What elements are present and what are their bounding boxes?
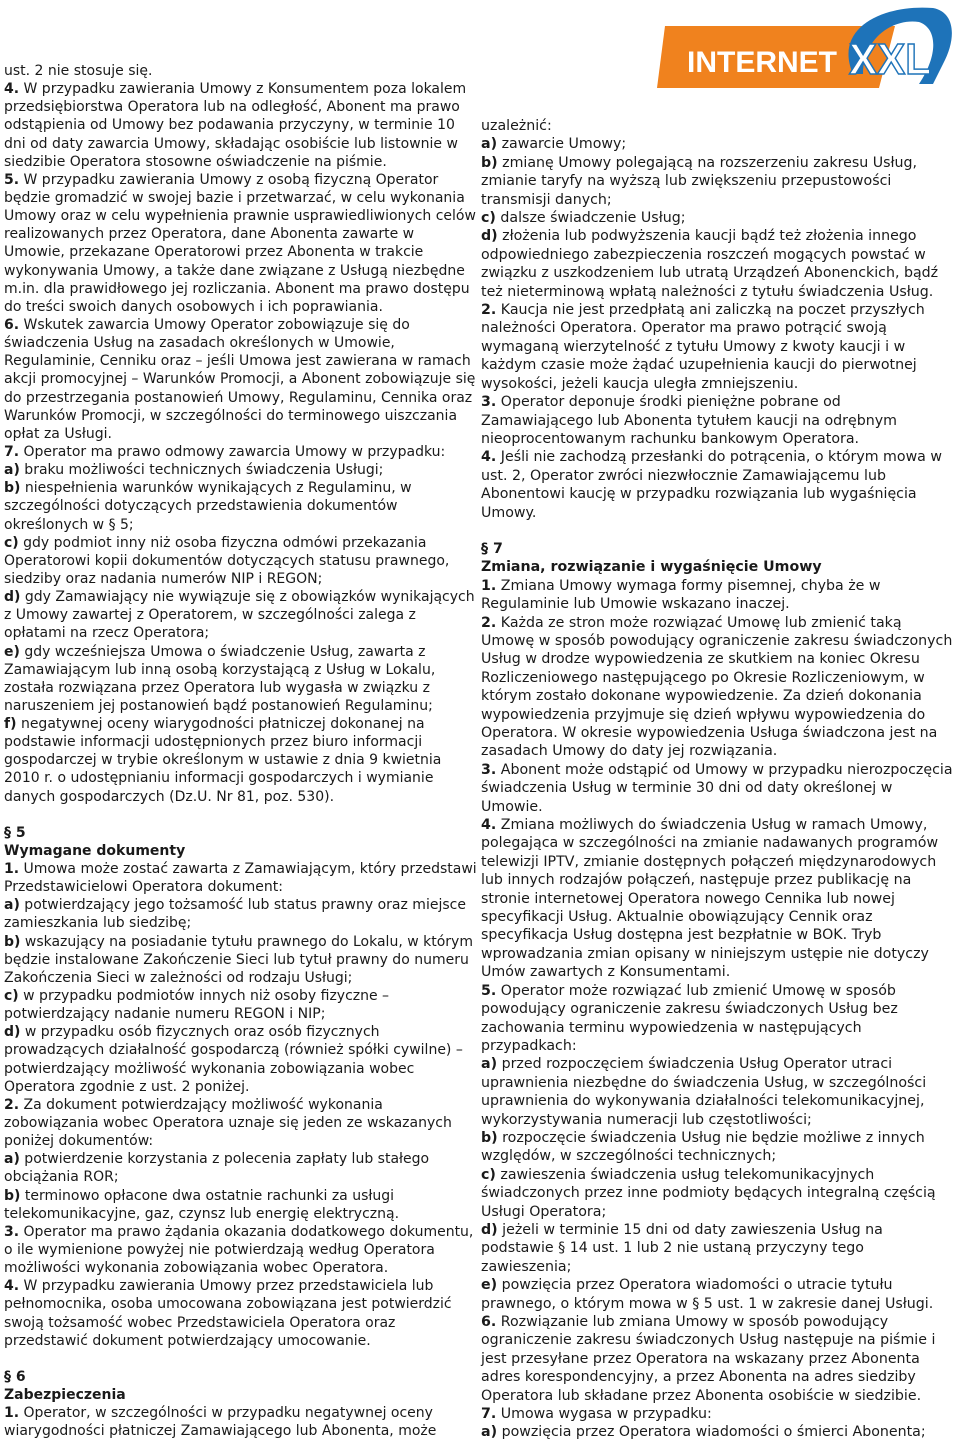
paragraph-label: f) bbox=[4, 716, 17, 733]
section-title: Zabezpieczenia bbox=[4, 1386, 126, 1403]
paragraph-text: jeżeli w terminie 15 dni od daty zawieszenia Usług na podstawie § 14 ust. 1 lub 2 nie ustaną przyczyny tego zawieszenia; bbox=[481, 1221, 883, 1275]
paragraph bbox=[481, 135, 955, 153]
paragraph-label: 7. bbox=[4, 443, 20, 460]
paragraph bbox=[481, 448, 955, 522]
paragraph-text: W przypadku zawierania Umowy z Konsumentem poza lokalem przedsiębiorstwa Operatora lub na odległość, Abonent ma prawo odstąpienia od Umowy bez podawania przyczyny, w terminie 10 dni od daty zawarcia Umowy, składając osobiście lub listownie w siedzibie Operatora stosowne oświadczenie na piśmie. bbox=[4, 81, 467, 170]
paragraph bbox=[481, 154, 955, 209]
paragraph-text: Kaucja nie jest przedpłatą ani zaliczką na poczet przyszłych należności Operatora. Operator ma prawo potrącić swoją wymaganą wierzytelność z tytułu Umowy z kwoty kaucji i w każdym czasie może żądać uzupełnienia kaucji do pierwotnej wysokości, jeżeli kaucja uległa zmniejszeniu. bbox=[481, 302, 925, 392]
paragraph-label: b) bbox=[481, 154, 498, 171]
paragraph-label: a) bbox=[481, 1424, 498, 1441]
paragraph-text: zawieszenia świadczenia usług telekomunikacyjnych świadczonych przez inne podmioty będących integralną częścią Usługi Operatora; bbox=[481, 1166, 936, 1220]
paragraph-text: W przypadku zawierania Umowy przez przedstawiciela lub pełnomocnika, osoba umocowana zobowiązana jest potwierdzić swoją tożsamość wobec Przedstawiciela Operatora oraz przedstawić dokument potwierdzający umocowanie. bbox=[4, 1278, 452, 1349]
paragraph bbox=[4, 316, 478, 443]
paragraph-text: potwierdzenie korzystania z polecenia zapłaty lub stałego obciążania ROR; bbox=[4, 1151, 430, 1186]
paragraph-text: Operator ma prawo odmowy zawarcia Umowy w przypadku: bbox=[19, 443, 446, 460]
paragraph-label: 2. bbox=[4, 1096, 20, 1113]
internet-xxl-logo bbox=[657, 4, 957, 88]
section-title: Zmiana, rozwiązanie i wygaśnięcie Umowy bbox=[481, 559, 822, 576]
paragraph bbox=[4, 443, 478, 461]
paragraph bbox=[481, 1276, 955, 1313]
paragraph-text: niespełnienia warunków wynikających z Regulaminu, w szczególności dotyczących przedstawienia dokumentów określonych w § 5; bbox=[4, 480, 412, 533]
paragraph-text: Operator, w szczególności w przypadku negatywnej oceny wiarygodności płatniczej Zamawiającego lub Abonenta, może bbox=[4, 1405, 437, 1440]
paragraph-label: 3. bbox=[4, 1223, 20, 1240]
paragraph bbox=[4, 80, 478, 171]
paragraph-text: w przypadku osób fizycznych oraz osób fizycznych prowadzących działalność gospodarczą (również spółki cywilne) – potwierdzający możliwość wykonania zobowiązania wobec Operatora zgodnie z ust. 2 poniżej. bbox=[4, 1024, 463, 1095]
paragraph-text: rozpoczęcie świadczenia Usług nie będzie możliwe z innych względów, w szczególności technicznych; bbox=[481, 1129, 925, 1165]
paragraph-label: 1. bbox=[481, 577, 497, 594]
paragraph bbox=[4, 987, 478, 1023]
paragraph-text: w przypadku podmiotów innych niż osoby fizyczne – potwierdzający nadanie numeru REGON i NIP; bbox=[4, 988, 390, 1023]
paragraph bbox=[4, 534, 478, 588]
left-column bbox=[4, 62, 478, 1440]
paragraph bbox=[4, 461, 478, 479]
paragraph-label: b) bbox=[481, 1129, 498, 1146]
section-number: § 6 bbox=[4, 1368, 26, 1385]
paragraph-text: Umowa wygasa w przypadku: bbox=[496, 1406, 712, 1423]
paragraph bbox=[481, 393, 955, 448]
paragraph-label: d) bbox=[481, 1221, 498, 1238]
paragraph bbox=[481, 982, 955, 1056]
paragraph-text: Zmiana Umowy wymaga formy pisemnej, chyba że w Regulaminie lub Umowie wskazano inaczej. bbox=[481, 577, 881, 613]
paragraph bbox=[4, 171, 478, 316]
paragraph-label: 5. bbox=[481, 982, 497, 999]
paragraph-label: c) bbox=[4, 534, 19, 551]
paragraph-label: b) bbox=[4, 933, 21, 950]
paragraph-label: 6. bbox=[481, 1314, 497, 1330]
paragraph bbox=[481, 209, 955, 227]
paragraph bbox=[481, 614, 955, 761]
paragraph bbox=[481, 816, 955, 982]
paragraph-label: 3. bbox=[481, 394, 497, 411]
paragraph-label: c) bbox=[481, 210, 496, 227]
paragraph bbox=[481, 1405, 955, 1423]
paragraph-label: a) bbox=[4, 462, 20, 479]
paragraph bbox=[4, 1277, 478, 1350]
paragraph bbox=[481, 1129, 955, 1166]
paragraph bbox=[4, 479, 478, 533]
paragraph-text: wskazujący na posiadanie tytułu prawnego do Lokalu, w którym będzie instalowane Zakończenie Sieci lub tytuł prawny do numeru Zakończenia Sieci w zależności od rodzaju Usługi; bbox=[4, 933, 473, 986]
paragraph-label: c) bbox=[481, 1166, 496, 1183]
paragraph-text: gdy podmiot inny niż osoba fizyczna odmówi przekazania Operatorowi kopii dokumentów dotyczących statusu prawnego, siedziby oraz nadania numerów NIP i REGON; bbox=[4, 534, 450, 587]
paragraph-label: 3. bbox=[481, 761, 497, 778]
paragraph-label: b) bbox=[4, 1187, 21, 1204]
paragraph bbox=[481, 761, 955, 816]
paragraph-text: potwierdzający jego tożsamość lub status prawny oraz miejsce zamieszkania lub siedzibę; bbox=[4, 897, 466, 932]
paragraph-text: Każda ze stron może rozwiązać Umowę lub zmienić taką Umowę w sposób powodujący ograniczenie zakresu świadczonych Usług w drodze wypowiedzenia ze skutkiem na koniec Okresu Rozliczeniowego następującego po Okresie Rozliczeniowym, w którym zostało dokonane wypowiedzenie. Za dzień dokonania wypowiedzenia przyjmuje się dzień wpływu wypowiedzenia do Operatora. W okresie wypowiedzenia Usługa świadczona jest na zasadach Umowy do daty jej rozwiązania. bbox=[481, 614, 953, 760]
logo-word-internet: INTERNET bbox=[687, 46, 837, 79]
paragraph-label: 1. bbox=[4, 1405, 20, 1422]
paragraph-label: 4. bbox=[481, 449, 497, 466]
paragraph-label: e) bbox=[481, 1277, 498, 1294]
paragraph-text: gdy Zamawiający nie wywiązuje się z obowiązków wynikających z Umowy zawartej z Operatorem, w szczególności zalega z opłatami na rzecz Operatora; bbox=[4, 589, 475, 642]
paragraph-text: Operator deponuje środki pieniężne pobrane od Zamawiającego lub Abonenta tytułem kaucji na odrębnym nieoprocentowanym rachunku bankowym Operatora. bbox=[481, 394, 897, 447]
paragraph-label: 4. bbox=[4, 1278, 20, 1295]
paragraph bbox=[481, 1423, 955, 1441]
paragraph bbox=[4, 1023, 478, 1096]
logo-word-xxl: XXL bbox=[849, 35, 931, 84]
paragraph-text: uzależnić: bbox=[481, 118, 552, 134]
paragraph-label: b) bbox=[4, 480, 21, 497]
paragraph-label: d) bbox=[481, 228, 498, 245]
paragraph-label: a) bbox=[481, 1056, 498, 1073]
paragraph bbox=[481, 1055, 955, 1129]
paragraph bbox=[4, 1096, 478, 1150]
paragraph bbox=[4, 715, 478, 806]
paragraph-text: złożenia lub podwyższenia kaucji bądź też złożenia innego odpowiedniego zabezpieczenia roszczeń mogących powstać w związku z uszkodzeniem lub utratą Urządzeń Abonenckich, bądź też nieterminową wpłatą należności z tytułu świadczenia Usług. bbox=[481, 228, 939, 300]
paragraph-label: 6. bbox=[4, 316, 20, 333]
paragraph bbox=[481, 1166, 955, 1221]
paragraph bbox=[4, 588, 478, 642]
paragraph-text: gdy wcześniejsza Umowa o świadczenie Usług, zawarta z Zamawiającym lub inną osobą korzystającą z Usług w Lokalu, została rozwiązana przez Operatora lub wygasła w związku z naruszeniem jej postanowień bądź postanowień Regulaminu; bbox=[4, 643, 436, 714]
paragraph-text: negatywnej oceny wiarygodności płatniczej dokonanej na podstawie informacji udostępnionych przez biuro informacji gospodarczej w trybie określonym w ustawie z dnia 9 kwietnia 2010 r. o udostępnianiu informacji gospodarczych i wymianie danych gospodarczych (Dz.U. Nr 81, poz. 530). bbox=[4, 716, 442, 805]
paragraph-text: terminowo opłacone dwa ostatnie rachunki za usługi telekomunikacyjne, gaz, czynsz lub energię elektryczną. bbox=[4, 1187, 400, 1222]
paragraph-label: c) bbox=[4, 988, 19, 1005]
section-title: Wymagane dokumenty bbox=[4, 842, 186, 859]
paragraph-label: e) bbox=[4, 643, 20, 660]
paragraph-text: dalsze świadczenie Usług; bbox=[495, 210, 686, 227]
paragraph-text: zmianę Umowy polegającą na rozszerzeniu zakresu Usług, zmianie taryfy na wyższą lub zwiększeniu przepustowości transmisji danych; bbox=[481, 154, 918, 208]
paragraph-label: d) bbox=[4, 589, 21, 606]
paragraph bbox=[481, 227, 955, 301]
paragraph-text: Wskutek zawarcia Umowy Operator zobowiązuje się do świadczenia Usług na zasadach określonych w Umowie, Regulaminie, Cenniku oraz – jeśli Umowa jest zawierana w ramach akcji promocyjnej – Warunków Promocji, a Abonent zobowiązuje się do przestrzegania postanowień Umowy, Regulaminu, Cennika oraz Warunków Promocji, w szczególności do terminowego uiszczania opłat za Usługi. bbox=[4, 316, 476, 442]
paragraph-label: 7. bbox=[481, 1406, 497, 1423]
paragraph-label: a) bbox=[4, 1151, 20, 1168]
paragraph-label: 2. bbox=[481, 614, 497, 631]
paragraph bbox=[4, 860, 478, 896]
paragraph-text: Zmiana możliwych do świadczenia Usług w ramach Umowy, polegająca w szczególności na zmianie nadawanych programów telewizji IPTV, zmianie dostępnych połączeń międzynarodowych lub innych rodzajów połączeń, następuje przez publikację na stronie internetowej Operatora nowego Cennika lub nowej specyfikacji Usług. Aktualnie obowiązujący Cennik oraz specyfikacja Usług dostępna jest bezpłatnie w BOK. Tryb wprowadzania zmian opisany w niniejszym ustępie nie dotyczy Umów zawartych z Konsumentami. bbox=[481, 817, 939, 981]
paragraph-text: Za dokument potwierdzający możliwość wykonania zobowiązania wobec Operatora uznaje się jeden ze wskazanych poniżej dokumentów: bbox=[4, 1096, 452, 1150]
paragraph-label: 4. bbox=[481, 817, 497, 834]
paragraph-text: Operator może rozwiązać lub zmienić Umowę w sposób powodujący ograniczenie zakresu świadczonych Usług bez zachowania terminu wypowiedzenia w następujących przypadkach: bbox=[481, 982, 898, 1054]
paragraph bbox=[4, 643, 478, 716]
paragraph bbox=[481, 301, 955, 393]
paragraph bbox=[4, 1187, 478, 1223]
paragraph-text: Umowa może zostać zawarta z Zamawiającym, który przedstawi Przedstawicielowi Operatora dokument: bbox=[4, 861, 477, 896]
paragraph-text: powzięcia przez Operatora wiadomości o śmierci Abonenta; bbox=[497, 1424, 926, 1441]
paragraph bbox=[481, 117, 955, 135]
section-number: § 7 bbox=[481, 540, 503, 557]
paragraph-text: powzięcia przez Operatora wiadomości o utracie tytułu prawnego, o którym mowa w § 5 ust. 1 w zakresie danej Usługi. bbox=[481, 1277, 934, 1312]
paragraph-label: 2. bbox=[481, 302, 497, 319]
paragraph bbox=[481, 1221, 955, 1276]
paragraph bbox=[4, 896, 478, 932]
paragraph bbox=[4, 1404, 478, 1440]
paragraph bbox=[481, 577, 955, 614]
paragraph-text: W przypadku zawierania Umowy z osobą fizyczną Operator będzie gromadzić w swojej bazie i przetwarzać, w celu wykonania Umowy oraz w celu wypełnienia prawnie usprawiedliwionych celów realizowanych przez Operatora, dane Abonenta zawarte w Umowie, przekazane Operatorowi przez Abonenta w trakcie wykonywania Umowy, a także dane związane z Usługą niezbędne m.in. dla prawidłowego jej rozliczania. Abonent ma prawo dostępu do treści swoich danych osobowych i ich poprawiania. bbox=[4, 171, 476, 315]
paragraph-text: braku możliwości technicznych świadczenia Usługi; bbox=[19, 462, 384, 479]
paragraph-text: Rozwiązanie lub zmiana Umowy w sposób powodujący ograniczenie zakresu świadczonych Usług następuje na piśmie i jest przesyłane przez Operatora na wskazany przez Abonenta adres korespondencyjny, a przez Abonenta na adres siedziby Operatora lub składane przez Abonenta osobiście w siedzibie. bbox=[481, 1314, 936, 1404]
paragraph-label: 5. bbox=[4, 171, 20, 188]
paragraph-label: a) bbox=[481, 136, 498, 153]
paragraph-text: przed rozpoczęciem świadczenia Usług Operator utraci uprawnienia niezbędne do świadczenia Usług, w szczególności uprawnienia do wykonywania działalności telekomunikacyjnej, wykorzystywania numeracji lub częstotliwości; bbox=[481, 1056, 927, 1128]
paragraph-label: a) bbox=[4, 897, 20, 914]
paragraph-label: d) bbox=[4, 1024, 21, 1041]
paragraph bbox=[4, 62, 478, 80]
paragraph-text: Jeśli nie zachodzą przesłanki do potrącenia, o którym mowa w ust. 2, Operator zwróci niezwłocznie Zamawiającemu lub Abonentowi kaucję w przypadku rozwiązania lub wygaśnięcia Umowy. bbox=[481, 449, 942, 521]
paragraph-label: 4. bbox=[4, 81, 20, 98]
right-column bbox=[481, 117, 955, 1442]
paragraph-label: 1. bbox=[4, 861, 20, 878]
paragraph bbox=[4, 1150, 478, 1186]
paragraph bbox=[4, 1223, 478, 1277]
paragraph-text: ust. 2 nie stosuje się. bbox=[4, 63, 153, 79]
paragraph-text: Abonent może odstąpić od Umowy w przypadku nierozpoczęcia świadczenia Usług w terminie 30 dni od daty określonej w Umowie. bbox=[481, 761, 953, 815]
paragraph bbox=[481, 1313, 955, 1405]
paragraph bbox=[4, 933, 478, 987]
section-number: § 5 bbox=[4, 824, 26, 841]
paragraph-text: Operator ma prawo żądania okazania dodatkowego dokumentu, o ile wymienione powyżej nie potwierdzają według Operatora możliwości wykonania zobowiązania wobec Operatora. bbox=[4, 1223, 474, 1277]
paragraph-text: zawarcie Umowy; bbox=[497, 136, 627, 153]
